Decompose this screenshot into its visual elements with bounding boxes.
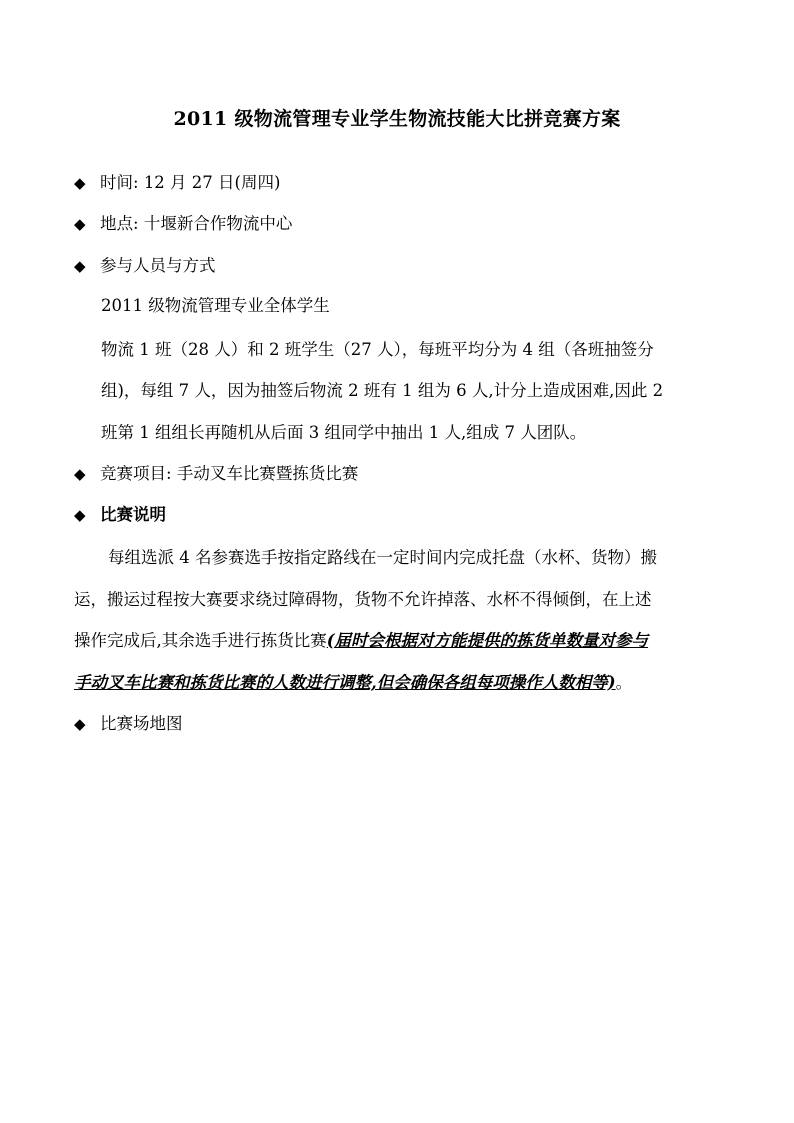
time-value: 12 月 27 日(周四) bbox=[143, 173, 281, 192]
diamond-icon: ◆ bbox=[74, 174, 86, 192]
location-value: 十堰新合作物流中心 bbox=[143, 214, 293, 233]
diamond-icon: ◆ bbox=[74, 465, 86, 483]
participants-label: 参与人员与方式 bbox=[100, 256, 216, 275]
participants-line-1: 2011 级物流管理专业全体学生 bbox=[101, 296, 330, 315]
rules-line-2: 运，搬运过程按大赛要求绕过障碍物，货物不允许掉落、水杯不得倾倒，在上述 bbox=[74, 590, 652, 609]
rules-line-3-plain: 操作完成后,其余选手进行拣货比赛 bbox=[74, 631, 327, 650]
map-label: 比赛场地图 bbox=[100, 714, 183, 733]
diamond-icon: ◆ bbox=[74, 506, 86, 524]
diamond-icon: ◆ bbox=[74, 715, 86, 733]
participants-line-4: 班第 1 组组长再随机从后面 3 组同学中抽出 1 人,组成 7 人团队。 bbox=[101, 423, 587, 442]
participants-line-2: 物流 1 班（28 人）和 2 班学生（27 人），每班平均分为 4 组（各班抽签分 bbox=[101, 340, 654, 359]
document-title: 2011 级物流管理专业学生物流技能大比拼竞赛方案 bbox=[173, 108, 621, 130]
competition-value: 手动叉车比赛暨拣货比赛 bbox=[176, 464, 359, 483]
bullet-map bbox=[74, 711, 183, 737]
bullet-competition bbox=[74, 461, 358, 487]
rules-label: 比赛说明 bbox=[100, 505, 166, 524]
bullet-participants bbox=[74, 253, 216, 279]
competition-label: 竞赛项目: bbox=[100, 464, 172, 483]
location-label: 地点: bbox=[100, 214, 139, 233]
bullet-rules bbox=[74, 502, 166, 528]
bullet-location bbox=[74, 211, 292, 237]
rules-line-4 bbox=[74, 670, 632, 696]
time-label: 时间: bbox=[100, 173, 139, 192]
diamond-icon: ◆ bbox=[74, 215, 86, 233]
rules-line-3 bbox=[74, 628, 648, 654]
rules-line-3-note: (届时会根据对方能提供的拣货单数量对参与 bbox=[326, 631, 649, 650]
rules-line-4-note: 手动叉车比赛和拣货比赛的人数进行调整,但会确保各组每项操作人数相等) bbox=[74, 673, 616, 692]
rules-line-1: 每组选派 4 名参赛选手按指定路线在一定时间内完成托盘（水杯、货物）搬 bbox=[108, 548, 657, 567]
rules-line-4-end: 。 bbox=[615, 673, 633, 692]
participants-line-3: 组)，每组 7 人，因为抽签后物流 2 班有 1 组为 6 人,计分上造成困难,因此 2 bbox=[101, 381, 664, 400]
diamond-icon: ◆ bbox=[74, 257, 86, 275]
bullet-time bbox=[74, 170, 280, 196]
